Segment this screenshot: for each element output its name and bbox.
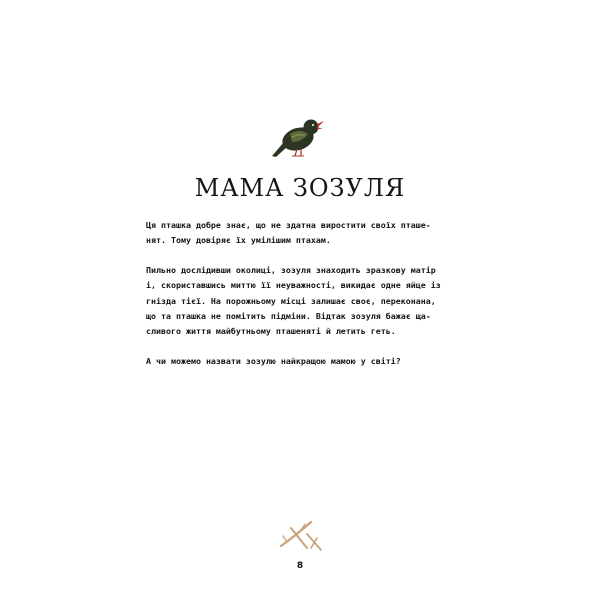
text-line: Ця пташка добре знає, що не здатна виростити своїх пташе- [146, 220, 431, 230]
cuckoo-bird-icon [270, 112, 326, 162]
page-number: 8 [296, 561, 304, 571]
text-line: що та пташка не помітить підміни. Відтак зозуля бажає ща- [146, 311, 431, 322]
body-text [146, 218, 458, 383]
paragraph-2 [146, 263, 458, 340]
text-line: А чи можемо назвати зозулю найкращою мамою у світі? [146, 355, 401, 366]
text-line: і, скориставшись миттю її неуважності, викидає одне яйце із [146, 280, 441, 291]
paragraph-1 [146, 218, 458, 249]
text-line: Пильно дослідивши околиці, зозуля знаходить зразкову матір [146, 264, 436, 275]
text-line: сливого життя майбутньому пташеняті й летить геть. [146, 326, 396, 337]
twig-ornament-icon [277, 514, 327, 556]
text-line: нят. Тому довіряє їх умілішим птахам. [146, 235, 331, 246]
text-line: гнізда тієї. На порожньому місці залишає своє, переконана, [146, 295, 436, 306]
paragraph-3 [146, 354, 458, 369]
page-title: МАМА ЗОЗУЛЯ [194, 174, 406, 202]
